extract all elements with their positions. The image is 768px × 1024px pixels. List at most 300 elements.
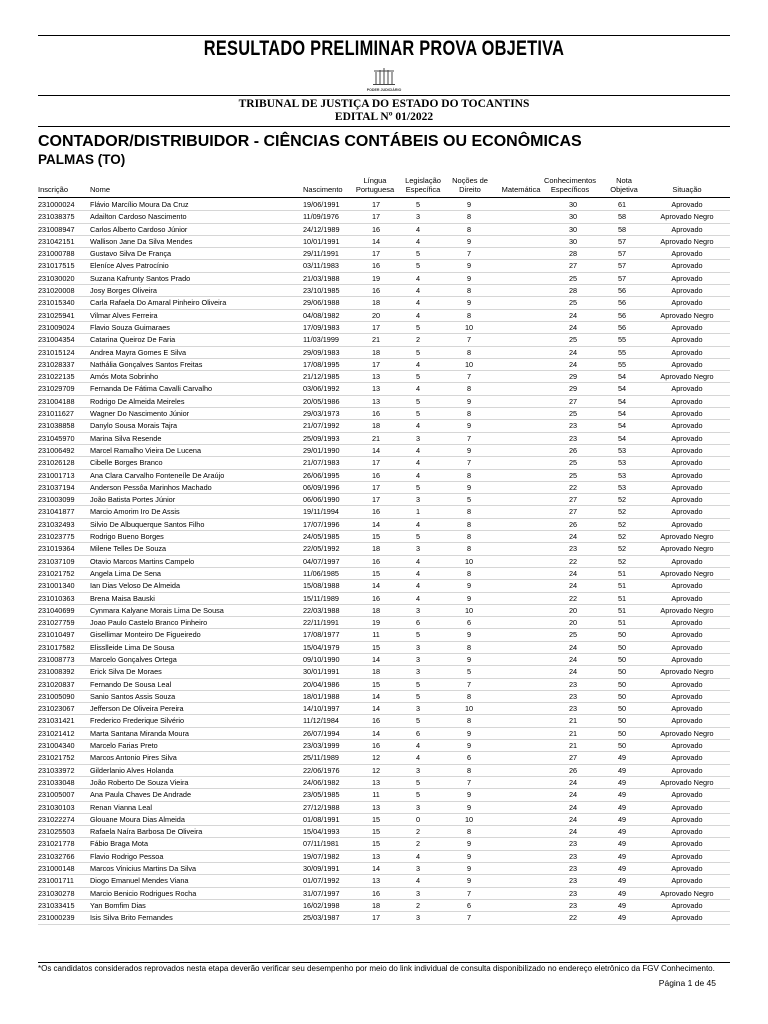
cell-lingua-portuguesa: 14 bbox=[371, 864, 381, 874]
cell-nascimento: 25/09/1993 bbox=[303, 433, 340, 443]
col-nota-line2: Objetiva bbox=[610, 185, 638, 194]
cell-conhecimentos: 24 bbox=[568, 827, 578, 837]
col-lingua-line1: Língua bbox=[363, 176, 387, 185]
cell-nocoes-direito: 5 bbox=[466, 667, 472, 677]
cell-conhecimentos: 24 bbox=[568, 581, 578, 591]
cell-conhecimentos: 30 bbox=[568, 236, 578, 246]
cell-legislacao: 4 bbox=[415, 556, 421, 566]
cell-situacao: Aprovado bbox=[671, 347, 703, 357]
cell-nocoes-direito: 6 bbox=[466, 618, 472, 628]
cell-lingua-portuguesa: 16 bbox=[371, 261, 381, 271]
cell-lingua-portuguesa: 18 bbox=[371, 667, 381, 677]
cell-nota: 49 bbox=[617, 765, 627, 775]
cell-nascimento: 11/06/1985 bbox=[303, 568, 339, 578]
table-header-rule bbox=[38, 197, 730, 198]
table-row bbox=[38, 851, 730, 863]
cell-lingua-portuguesa: 16 bbox=[371, 286, 381, 296]
col-nocoes-line1: Noções de bbox=[452, 176, 488, 185]
cell-situacao: Aprovado bbox=[671, 790, 703, 800]
cell-conhecimentos: 22 bbox=[568, 482, 578, 492]
cell-nota: 49 bbox=[617, 900, 627, 910]
cell-nome: Rodrigo De Almeida Meireles bbox=[90, 396, 185, 406]
cell-nota: 49 bbox=[617, 777, 627, 787]
cell-inscricao: 231025503 bbox=[38, 827, 75, 837]
cell-inscricao: 231028337 bbox=[38, 359, 75, 369]
cell-nome: Andrea Mayra Gomes E Silva bbox=[90, 347, 187, 357]
cell-nota: 50 bbox=[617, 716, 627, 726]
cell-situacao: Aprovado bbox=[671, 618, 703, 628]
cell-nascimento: 19/07/1982 bbox=[303, 851, 340, 861]
cell-inscricao: 231004340 bbox=[38, 741, 75, 751]
cell-nome: Gisellimar Monteiro De Figueiredo bbox=[90, 630, 201, 640]
page-number: Página 1 de 45 bbox=[658, 978, 716, 988]
cell-conhecimentos: 26 bbox=[568, 765, 578, 775]
cell-nascimento: 15/08/1988 bbox=[303, 581, 340, 591]
cell-nota: 54 bbox=[617, 409, 627, 419]
cell-inscricao: 231045970 bbox=[38, 433, 75, 443]
col-conhecimentos bbox=[538, 176, 602, 194]
cell-nota: 54 bbox=[617, 384, 627, 394]
cell-nome: Frederico Frederique Silvério bbox=[90, 716, 185, 726]
cell-nascimento: 23/03/1999 bbox=[303, 741, 340, 751]
cell-nascimento: 21/07/1983 bbox=[303, 458, 340, 468]
table-row bbox=[38, 371, 730, 383]
cell-inscricao: 231015340 bbox=[38, 298, 75, 308]
table-row bbox=[38, 654, 730, 666]
cell-nocoes-direito: 7 bbox=[466, 913, 472, 923]
cell-lingua-portuguesa: 18 bbox=[371, 347, 381, 357]
cell-nascimento: 11/09/1976 bbox=[303, 212, 339, 222]
cell-nascimento: 16/02/1998 bbox=[303, 900, 340, 910]
cell-inscricao: 231021752 bbox=[38, 753, 75, 763]
cell-inscricao: 231017515 bbox=[38, 261, 75, 271]
cell-nascimento: 30/09/1991 bbox=[303, 864, 340, 874]
table-row bbox=[38, 838, 730, 850]
cell-legislacao: 5 bbox=[415, 249, 421, 259]
cell-inscricao: 231025941 bbox=[38, 310, 75, 320]
table-row bbox=[38, 347, 730, 359]
cell-nome: Yan Bomfim Dias bbox=[90, 900, 146, 910]
cell-lingua-portuguesa: 18 bbox=[371, 298, 381, 308]
cell-legislacao: 4 bbox=[415, 741, 421, 751]
table-row bbox=[38, 642, 730, 654]
cell-nome: Renan Vianna Leal bbox=[90, 802, 152, 812]
cell-nocoes-direito: 8 bbox=[466, 212, 472, 222]
cell-nome: João Roberto De Souza Vieira bbox=[90, 777, 189, 787]
cell-lingua-portuguesa: 16 bbox=[371, 470, 381, 480]
cell-lingua-portuguesa: 17 bbox=[371, 212, 381, 222]
cell-nome: Flavio Souza Guimaraes bbox=[90, 322, 170, 332]
cell-nome: Gustavo Silva De França bbox=[90, 249, 172, 259]
cell-conhecimentos: 27 bbox=[568, 753, 578, 763]
cell-nome: Eleníce Alves Patrocínio bbox=[90, 261, 169, 271]
cell-nome: Jefferson De Oliveira Pereira bbox=[90, 704, 184, 714]
cell-lingua-portuguesa: 15 bbox=[371, 827, 381, 837]
cell-situacao: Aprovado bbox=[671, 458, 703, 468]
cell-nascimento: 04/07/1997 bbox=[303, 556, 340, 566]
cell-legislacao: 3 bbox=[415, 765, 421, 775]
cell-lingua-portuguesa: 19 bbox=[371, 618, 381, 628]
judiciary-logo-icon bbox=[362, 65, 406, 93]
cell-legislacao: 5 bbox=[415, 396, 421, 406]
cell-conhecimentos: 25 bbox=[568, 458, 578, 468]
cell-nota: 50 bbox=[617, 691, 627, 701]
table-row bbox=[38, 260, 730, 272]
cell-nome: Erick Silva De Moraes bbox=[90, 667, 162, 677]
table-row bbox=[38, 297, 730, 309]
cell-inscricao: 231020837 bbox=[38, 679, 75, 689]
cell-situacao: Aprovado bbox=[671, 273, 703, 283]
cell-inscricao: 231023067 bbox=[38, 704, 75, 714]
cell-situacao: Aprovado bbox=[671, 864, 703, 874]
cell-nota: 50 bbox=[617, 630, 627, 640]
cell-conhecimentos: 26 bbox=[568, 519, 578, 529]
cell-legislacao: 3 bbox=[415, 642, 421, 652]
cell-inscricao: 231030020 bbox=[38, 273, 75, 283]
cell-situacao: Aprovado Negro bbox=[660, 777, 714, 787]
cell-conhecimentos: 24 bbox=[568, 654, 578, 664]
cell-situacao: Aprovado bbox=[671, 482, 703, 492]
cell-conhecimentos: 24 bbox=[568, 814, 578, 824]
col-conhecimentos-line2: Específicos bbox=[550, 185, 590, 194]
cell-legislacao: 4 bbox=[415, 568, 421, 578]
cell-situacao: Aprovado bbox=[671, 593, 703, 603]
cell-nome: Cynmara Kalyane Morais Lima De Sousa bbox=[90, 605, 224, 615]
cell-nome: Cibelle Borges Branco bbox=[90, 458, 163, 468]
cell-nocoes-direito: 9 bbox=[466, 654, 472, 664]
col-matematica: Matemática bbox=[501, 185, 541, 194]
cell-situacao: Aprovado bbox=[671, 519, 703, 529]
cell-legislacao: 5 bbox=[415, 200, 421, 209]
cell-lingua-portuguesa: 13 bbox=[371, 802, 381, 812]
header-rule-bottom bbox=[38, 126, 730, 127]
cell-inscricao: 231000239 bbox=[38, 913, 75, 923]
cell-nocoes-direito: 9 bbox=[466, 593, 472, 603]
cell-legislacao: 2 bbox=[415, 900, 421, 910]
cell-nocoes-direito: 9 bbox=[466, 864, 472, 874]
cell-legislacao: 4 bbox=[415, 876, 421, 886]
cell-nocoes-direito: 9 bbox=[466, 396, 472, 406]
cell-lingua-portuguesa: 17 bbox=[371, 495, 381, 505]
cell-situacao: Aprovado bbox=[671, 802, 703, 812]
cell-situacao: Aprovado bbox=[671, 851, 703, 861]
cell-nocoes-direito: 7 bbox=[466, 888, 472, 898]
cell-nascimento: 26/07/1994 bbox=[303, 728, 340, 738]
cell-conhecimentos: 25 bbox=[568, 409, 578, 419]
cell-nocoes-direito: 8 bbox=[466, 507, 472, 517]
cell-situacao: Aprovado bbox=[671, 827, 703, 837]
cell-inscricao: 231030103 bbox=[38, 802, 75, 812]
cell-inscricao: 231000024 bbox=[38, 200, 75, 209]
edital-number: EDITAL Nº 01/2022 bbox=[334, 111, 434, 123]
table-row bbox=[38, 285, 730, 297]
cell-nocoes-direito: 9 bbox=[466, 261, 472, 271]
cell-nota: 55 bbox=[617, 359, 627, 369]
cell-inscricao: 231020008 bbox=[38, 286, 75, 296]
cell-nascimento: 22/11/1991 bbox=[303, 618, 339, 628]
cell-nota: 51 bbox=[617, 605, 627, 615]
cell-situacao: Aprovado bbox=[671, 409, 703, 419]
cell-legislacao: 3 bbox=[415, 667, 421, 677]
col-nocoes-line2: Direito bbox=[459, 185, 481, 194]
cell-conhecimentos: 24 bbox=[568, 642, 578, 652]
cell-lingua-portuguesa: 14 bbox=[371, 581, 381, 591]
cell-conhecimentos: 26 bbox=[568, 445, 578, 455]
cell-inscricao: 231011627 bbox=[38, 409, 74, 419]
cell-nascimento: 24/05/1985 bbox=[303, 532, 340, 542]
cell-nota: 49 bbox=[617, 802, 627, 812]
cell-legislacao: 4 bbox=[415, 421, 421, 431]
cell-nome: Fernanda De Fátima Cavalli Carvalho bbox=[90, 384, 213, 394]
cell-conhecimentos: 29 bbox=[568, 372, 578, 382]
cell-legislacao: 3 bbox=[415, 544, 421, 554]
cell-nota: 53 bbox=[617, 482, 627, 492]
cell-nocoes-direito: 9 bbox=[466, 200, 472, 209]
cell-lingua-portuguesa: 21 bbox=[371, 433, 381, 443]
cell-nota: 56 bbox=[617, 322, 627, 332]
cell-nocoes-direito: 8 bbox=[466, 532, 472, 542]
table-row bbox=[38, 445, 730, 457]
cell-nota: 53 bbox=[617, 458, 627, 468]
cell-nocoes-direito: 9 bbox=[466, 445, 472, 455]
organization-name: TRIBUNAL DE JUSTIÇA DO ESTADO DO TOCANTINS bbox=[238, 98, 530, 110]
cell-conhecimentos: 25 bbox=[568, 273, 578, 283]
cell-situacao: Aprovado bbox=[671, 814, 703, 824]
cell-nota: 56 bbox=[617, 286, 627, 296]
cell-nocoes-direito: 8 bbox=[466, 827, 472, 837]
table-row bbox=[38, 531, 730, 543]
cell-lingua-portuguesa: 15 bbox=[371, 814, 381, 824]
cell-nascimento: 03/06/1992 bbox=[303, 384, 340, 394]
cell-nascimento: 22/03/1988 bbox=[303, 605, 340, 615]
cell-nota: 58 bbox=[617, 212, 627, 222]
cell-nascimento: 19/06/1991 bbox=[303, 200, 340, 209]
table-row bbox=[38, 359, 730, 371]
cell-legislacao: 4 bbox=[415, 298, 421, 308]
cell-lingua-portuguesa: 18 bbox=[371, 421, 381, 431]
cell-conhecimentos: 25 bbox=[568, 335, 578, 345]
cell-nota: 56 bbox=[617, 298, 627, 308]
cell-nota: 50 bbox=[617, 728, 627, 738]
cell-situacao: Aprovado Negro bbox=[660, 605, 714, 615]
cell-nome: Carla Rafaela Do Amaral Pinheiro Oliveira bbox=[90, 298, 227, 308]
cell-nota: 49 bbox=[617, 753, 627, 763]
cell-conhecimentos: 28 bbox=[568, 286, 578, 296]
cell-inscricao: 231032766 bbox=[38, 851, 75, 861]
cell-nocoes-direito: 9 bbox=[466, 273, 472, 283]
cell-nome: Josy Borges Oliveira bbox=[90, 286, 157, 296]
cell-legislacao: 4 bbox=[415, 581, 421, 591]
cell-lingua-portuguesa: 16 bbox=[371, 224, 381, 234]
cell-nocoes-direito: 10 bbox=[464, 322, 474, 332]
cell-inscricao: 231027759 bbox=[38, 618, 75, 628]
cell-inscricao: 231032493 bbox=[38, 519, 75, 529]
cell-nome: Marcos Antonio Pires Silva bbox=[90, 753, 177, 763]
cell-lingua-portuguesa: 13 bbox=[371, 384, 381, 394]
cell-nascimento: 11/12/1984 bbox=[303, 716, 339, 726]
cell-lingua-portuguesa: 18 bbox=[371, 605, 381, 615]
cell-inscricao: 231000148 bbox=[38, 864, 75, 874]
cell-lingua-portuguesa: 16 bbox=[371, 556, 381, 566]
table-row bbox=[38, 211, 730, 223]
footer-rule bbox=[38, 962, 730, 963]
cell-situacao: Aprovado Negro bbox=[660, 310, 714, 320]
cell-lingua-portuguesa: 12 bbox=[371, 765, 381, 775]
cell-nocoes-direito: 8 bbox=[466, 765, 472, 775]
cell-nascimento: 01/08/1991 bbox=[303, 814, 340, 824]
cell-situacao: Aprovado bbox=[671, 654, 703, 664]
cell-inscricao: 231037109 bbox=[38, 556, 75, 566]
cell-nascimento: 29/11/1991 bbox=[303, 249, 339, 259]
cell-nome: Marina Silva Resende bbox=[90, 433, 162, 443]
cell-legislacao: 5 bbox=[415, 790, 421, 800]
cell-conhecimentos: 24 bbox=[568, 532, 578, 542]
results-table bbox=[38, 199, 730, 925]
cell-inscricao: 231033415 bbox=[38, 900, 75, 910]
cell-nascimento: 10/01/1991 bbox=[303, 236, 340, 246]
cell-situacao: Aprovado bbox=[671, 753, 703, 763]
cell-legislacao: 6 bbox=[415, 618, 421, 628]
cell-lingua-portuguesa: 13 bbox=[371, 876, 381, 886]
cell-legislacao: 3 bbox=[415, 802, 421, 812]
table-row bbox=[38, 457, 730, 469]
cell-nascimento: 17/09/1983 bbox=[303, 322, 340, 332]
table-row bbox=[38, 765, 730, 777]
cell-lingua-portuguesa: 16 bbox=[371, 716, 381, 726]
cell-legislacao: 3 bbox=[415, 654, 421, 664]
cell-legislacao: 3 bbox=[415, 864, 421, 874]
cell-nota: 50 bbox=[617, 679, 627, 689]
cell-legislacao: 4 bbox=[415, 359, 421, 369]
cell-lingua-portuguesa: 15 bbox=[371, 532, 381, 542]
cell-conhecimentos: 20 bbox=[568, 605, 578, 615]
cell-nascimento: 24/06/1982 bbox=[303, 777, 340, 787]
cell-nome: João Batista Portes Júnior bbox=[90, 495, 176, 505]
cell-nocoes-direito: 7 bbox=[466, 372, 472, 382]
cell-nota: 51 bbox=[617, 618, 627, 628]
cell-conhecimentos: 23 bbox=[568, 704, 578, 714]
cell-inscricao: 231042151 bbox=[38, 236, 75, 246]
cell-conhecimentos: 30 bbox=[568, 212, 578, 222]
cell-nocoes-direito: 9 bbox=[466, 630, 472, 640]
cell-nome: Ian Dias Veloso De Almeida bbox=[90, 581, 181, 591]
cell-situacao: Aprovado bbox=[671, 224, 703, 234]
cell-nome: Marcio Benicio Rodrigues Rocha bbox=[90, 888, 197, 898]
cell-conhecimentos: 30 bbox=[568, 224, 578, 234]
cell-nota: 53 bbox=[617, 445, 627, 455]
logo-caption: PODER JUDICIÁRIO bbox=[366, 88, 402, 92]
cell-nota: 52 bbox=[617, 519, 627, 529]
cell-legislacao: 5 bbox=[415, 716, 421, 726]
cell-inscricao: 231021778 bbox=[38, 839, 75, 849]
location-title: PALMAS (TO) bbox=[38, 152, 126, 167]
col-lingua-line2: Portuguesa bbox=[355, 185, 395, 194]
table-row bbox=[38, 605, 730, 617]
cell-inscricao: 231017582 bbox=[38, 642, 75, 652]
cell-nascimento: 14/10/1997 bbox=[303, 704, 340, 714]
cell-conhecimentos: 24 bbox=[568, 667, 578, 677]
cell-conhecimentos: 25 bbox=[568, 630, 578, 640]
cell-legislacao: 0 bbox=[415, 814, 421, 824]
cell-conhecimentos: 25 bbox=[568, 470, 578, 480]
cell-nascimento: 18/01/1988 bbox=[303, 691, 340, 701]
table-row bbox=[38, 617, 730, 629]
cell-lingua-portuguesa: 15 bbox=[371, 839, 381, 849]
col-nome: Nome bbox=[90, 185, 111, 194]
cell-conhecimentos: 24 bbox=[568, 777, 578, 787]
cell-nome: Amós Mota Sobrinho bbox=[90, 372, 159, 382]
cell-legislacao: 5 bbox=[415, 372, 421, 382]
cell-nascimento: 24/12/1989 bbox=[303, 224, 340, 234]
cell-nota: 54 bbox=[617, 372, 627, 382]
cell-inscricao: 231003099 bbox=[38, 495, 75, 505]
cell-nascimento: 19/11/1994 bbox=[303, 507, 339, 517]
cell-nota: 50 bbox=[617, 704, 627, 714]
cell-inscricao: 231022135 bbox=[38, 372, 75, 382]
cell-nota: 50 bbox=[617, 642, 627, 652]
cell-nome: Vilmar Alves Ferreira bbox=[90, 310, 158, 320]
cell-conhecimentos: 24 bbox=[568, 790, 578, 800]
cell-legislacao: 2 bbox=[415, 839, 421, 849]
cell-legislacao: 5 bbox=[415, 777, 421, 787]
cell-nota: 52 bbox=[617, 495, 627, 505]
cell-conhecimentos: 25 bbox=[568, 298, 578, 308]
table-row bbox=[38, 752, 730, 764]
col-nota bbox=[606, 176, 642, 194]
cell-nocoes-direito: 9 bbox=[466, 741, 472, 751]
cell-nota: 54 bbox=[617, 433, 627, 443]
table-row bbox=[38, 629, 730, 641]
table-row bbox=[38, 556, 730, 568]
cell-legislacao: 3 bbox=[415, 888, 421, 898]
table-row bbox=[38, 912, 730, 924]
cell-nocoes-direito: 10 bbox=[464, 359, 474, 369]
cell-legislacao: 3 bbox=[415, 605, 421, 615]
col-nocoes bbox=[446, 176, 494, 194]
cell-situacao: Aprovado bbox=[671, 384, 703, 394]
table-row bbox=[38, 888, 730, 900]
cell-nocoes-direito: 7 bbox=[466, 335, 472, 345]
table-row bbox=[38, 236, 730, 248]
cell-nome: Wallison Jane Da Silva Mendes bbox=[90, 236, 193, 246]
table-row bbox=[38, 568, 730, 580]
cell-nascimento: 03/11/1983 bbox=[303, 261, 339, 271]
cell-conhecimentos: 24 bbox=[568, 347, 578, 357]
cell-inscricao: 231023775 bbox=[38, 532, 75, 542]
cell-conhecimentos: 21 bbox=[568, 716, 578, 726]
cell-inscricao: 231001711 bbox=[38, 876, 74, 886]
cell-nome: Isis Silva Brito Fernandes bbox=[90, 913, 173, 923]
cell-conhecimentos: 23 bbox=[568, 433, 578, 443]
cell-nascimento: 29/06/1988 bbox=[303, 298, 340, 308]
cell-conhecimentos: 23 bbox=[568, 421, 578, 431]
cell-nocoes-direito: 6 bbox=[466, 900, 472, 910]
cell-inscricao: 231008773 bbox=[38, 654, 75, 664]
cell-nota: 50 bbox=[617, 667, 627, 677]
cell-nota: 49 bbox=[617, 876, 627, 886]
cell-conhecimentos: 29 bbox=[568, 384, 578, 394]
cell-legislacao: 5 bbox=[415, 322, 421, 332]
table-row bbox=[38, 691, 730, 703]
cell-legislacao: 4 bbox=[415, 593, 421, 603]
cell-inscricao: 231029709 bbox=[38, 384, 75, 394]
cell-legislacao: 5 bbox=[415, 630, 421, 640]
cell-nascimento: 29/03/1973 bbox=[303, 409, 340, 419]
cell-situacao: Aprovado bbox=[671, 200, 703, 209]
cell-lingua-portuguesa: 21 bbox=[371, 335, 381, 345]
table-row bbox=[38, 248, 730, 260]
cell-inscricao: 231033972 bbox=[38, 765, 75, 775]
